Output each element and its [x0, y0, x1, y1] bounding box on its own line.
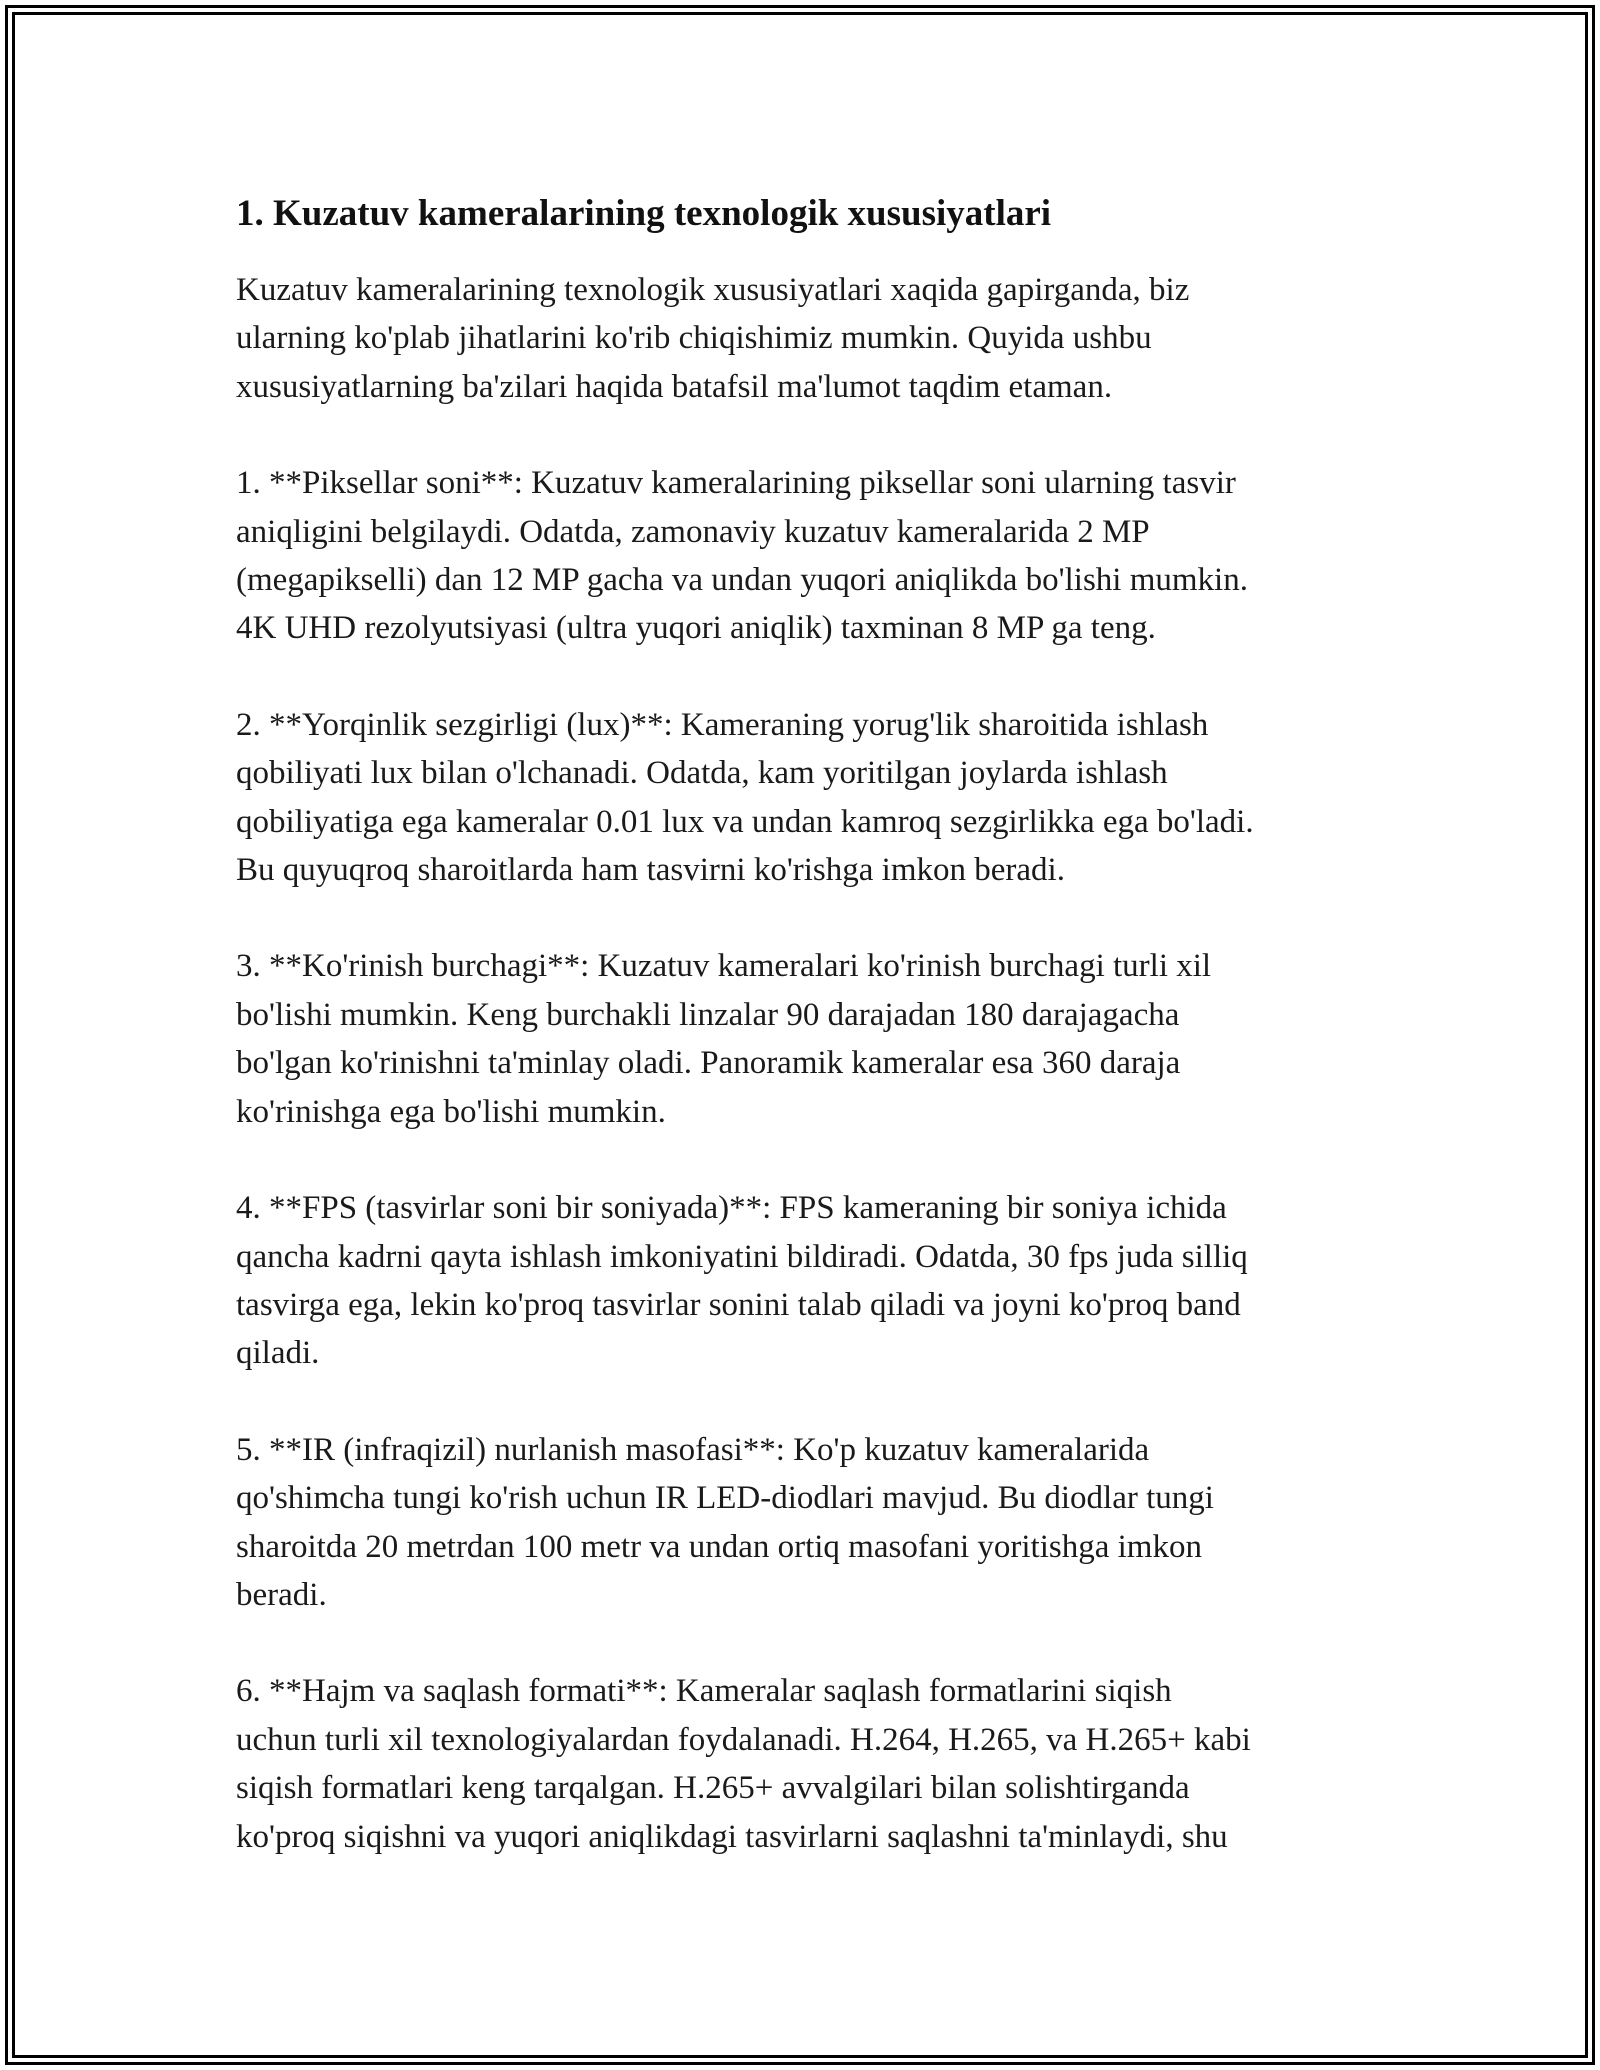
- text-line: (megapikselli) dan 12 MP gacha va undan yuqori aniqlikda bo'lishi mumkin.: [236, 562, 1248, 599]
- text-line: Kuzatuv kameralarining texnologik xususiyatlari xaqida gapirganda, biz: [236, 272, 1190, 308]
- text-line: ko'rinishga ega bo'lishi mumkin.: [236, 1093, 666, 1130]
- text-line: siqish formatlari keng tarqalgan. H.265+ avvalgilari bilan solishtirganda: [236, 1770, 1190, 1807]
- text-line: bo'lgan ko'rinishni ta'minlay oladi. Panoramik kameralar esa 360 daraja: [236, 1045, 1181, 1082]
- item-paragraph-pixels: [236, 459, 1376, 653]
- item-paragraph-ir: [236, 1426, 1376, 1620]
- text-line: 4K UHD rezolyutsiyasi (ultra yuqori aniqlik) taxminan 8 MP ga teng.: [236, 610, 1156, 647]
- text-line: beradi.: [236, 1576, 327, 1613]
- text-line: aniqligini belgilaydi. Odatda, zamonaviy kuzatuv kameralarida 2 MP: [236, 513, 1150, 550]
- text-line: 2. **Yorqinlik sezgirligi (lux)**: Kameraning yorug'lik sharoitida ishlash: [236, 706, 1209, 743]
- text-line: qancha kadrni qayta ishlash imkoniyatini bildiradi. Odatda, 30 fps juda silliq: [236, 1238, 1248, 1275]
- text-line: qo'shimcha tungi ko'rish uchun IR LED-diodlari mavjud. Bu diodlar tungi: [236, 1480, 1214, 1517]
- text-line: qobiliyati lux bilan o'lchanadi. Odatda, kam yoritilgan joylarda ishlash: [236, 755, 1168, 792]
- text-line: 6. **Hajm va saqlash formati**: Kameralar saqlash formatlarini siqish: [236, 1673, 1172, 1710]
- item-paragraph-lux: [236, 701, 1376, 895]
- item-paragraph-view-angle: [236, 942, 1376, 1136]
- text-line: 1. **Piksellar soni**: Kuzatuv kameralarining piksellar soni ularning tasvir: [236, 465, 1236, 502]
- text-line: 3. **Ko'rinish burchagi**: Kuzatuv kameralari ko'rinish burchagi turli xil: [236, 948, 1212, 985]
- text-line: ko'proq siqishni va yuqori aniqlikdagi tasvirlarni saqlashni ta'minlaydi, shu: [236, 1818, 1228, 1855]
- text-line: uchun turli xil texnologiyalardan foydalanadi. H.264, H.265, va H.265+ kabi: [236, 1721, 1251, 1758]
- text-line: qobiliyatiga ega kameralar 0.01 lux va undan kamroq sezgirlikka ega bo'ladi.: [236, 803, 1254, 840]
- intro-paragraph: [236, 266, 1376, 411]
- text-line: qiladi.: [236, 1335, 320, 1372]
- text-line: bo'lishi mumkin. Keng burchakli linzalar 90 darajadan 180 darajagacha: [236, 996, 1180, 1033]
- text-line: 5. **IR (infraqizil) nurlanish masofasi**: Ko'p kuzatuv kameralarida: [236, 1431, 1150, 1468]
- document-body: [236, 184, 1376, 1909]
- text-line: 4. **FPS (tasvirlar soni bir soniyada)**: FPS kameraning bir soniya ichida: [236, 1190, 1227, 1227]
- text-line: tasvirga ega, lekin ko'proq tasvirlar sonini talab qiladi va joyni ko'proq band: [236, 1286, 1241, 1323]
- item-paragraph-storage-format: [236, 1667, 1376, 1861]
- section-heading: 1. Kuzatuv kameralarining texnologik xususiyatlari: [236, 193, 1052, 234]
- text-line: Bu quyuqroq sharoitlarda ham tasvirni ko'rishga imkon beradi.: [236, 852, 1065, 889]
- text-line: xususiyatlarning ba'zilari haqida batafsil ma'lumot taqdim etaman.: [236, 368, 1113, 405]
- text-line: ularning ko'plab jihatlarini ko'rib chiqishimiz mumkin. Quyida ushbu: [236, 320, 1152, 357]
- text-line: sharoitda 20 metrdan 100 metr va undan ortiq masofani yoritishga imkon: [236, 1528, 1202, 1565]
- item-paragraph-fps: [236, 1184, 1376, 1378]
